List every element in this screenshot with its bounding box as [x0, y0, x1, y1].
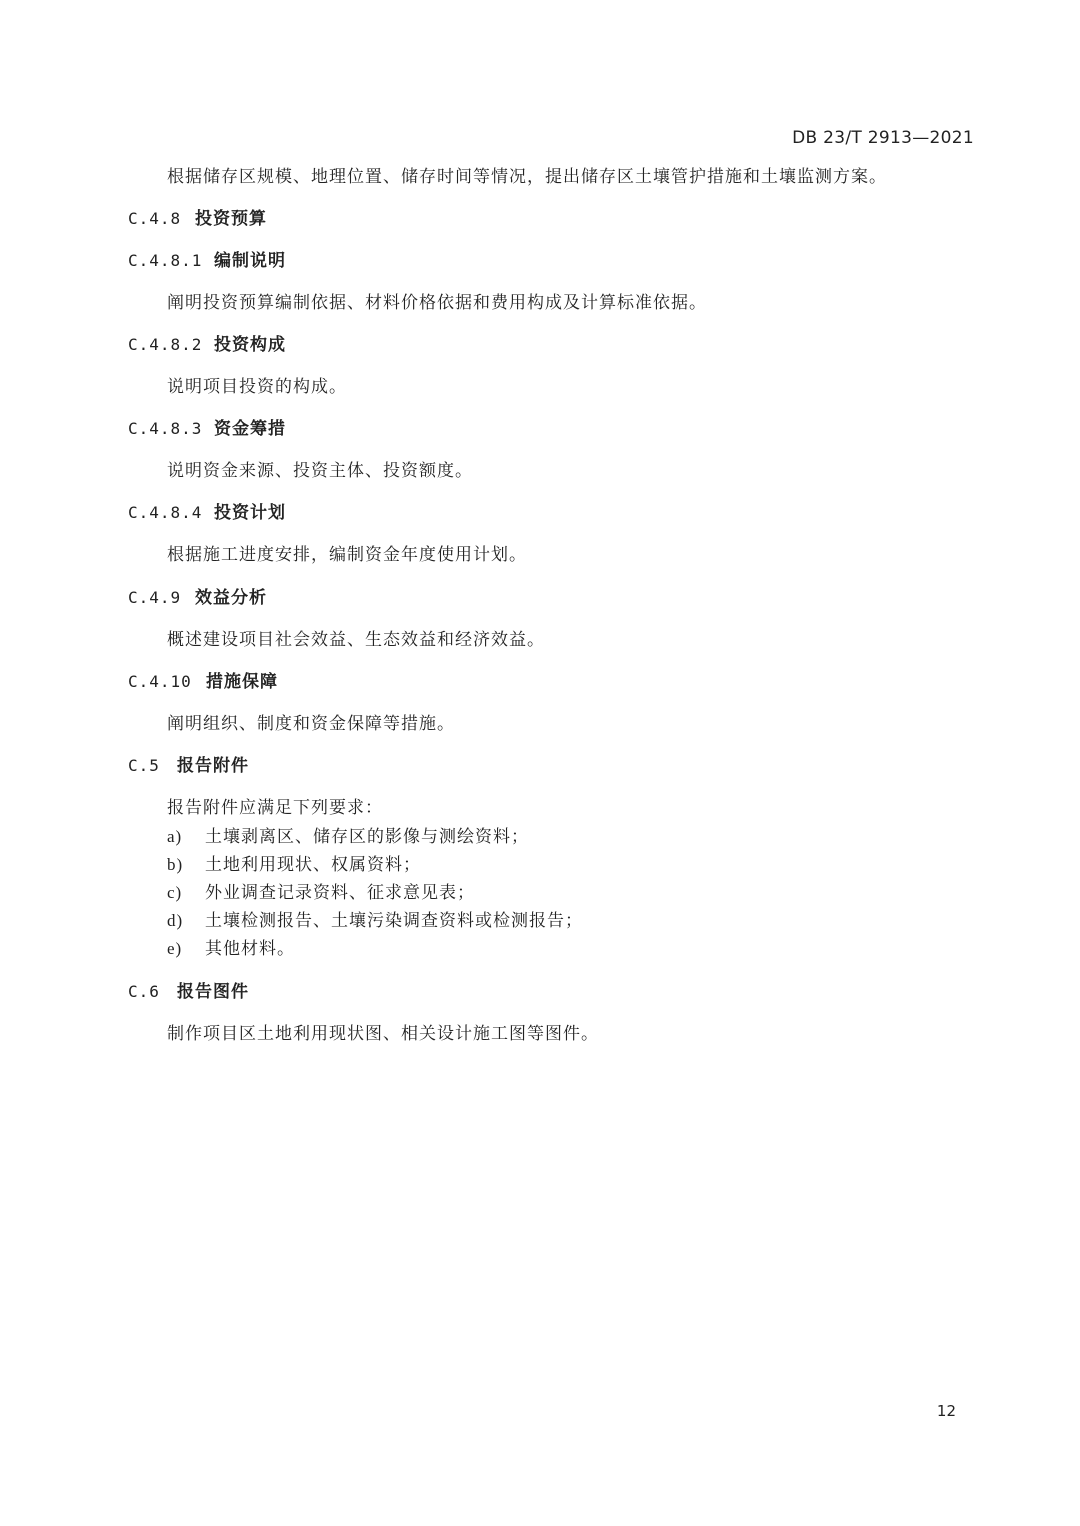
section-title: 报告图件: [177, 982, 249, 1002]
paragraph-c-4-8-1: 阐明投资预算编制依据、材料价格依据和费用构成及计算标准依据。: [167, 293, 707, 313]
heading-c-4-10: [128, 667, 278, 692]
heading-c-4-8-3: [128, 414, 286, 439]
paragraph-c-4-8-3: 说明资金来源、投资主体、投资额度。: [167, 461, 473, 481]
list-text: 土壤剥离区、储存区的影像与测绘资料；: [205, 827, 529, 847]
paragraph-c-6: 制作项目区土地利用现状图、相关设计施工图等图件。: [167, 1024, 599, 1044]
section-number: C.4.10: [128, 672, 192, 691]
section-number: C.6: [128, 982, 160, 1001]
list-text: 土地利用现状、权属资料；: [205, 855, 421, 875]
list-marker: d): [167, 911, 184, 930]
paragraph-c-4-8-2: 说明项目投资的构成。: [167, 377, 347, 397]
list-item: [167, 906, 583, 931]
list-marker: b): [167, 855, 184, 874]
section-title: 投资计划: [214, 503, 286, 523]
list-marker: c): [167, 883, 183, 902]
heading-c-4-8-2: [128, 330, 286, 355]
list-text: 土壤检测报告、土壤污染调查资料或检测报告；: [205, 911, 583, 931]
list-text: 其他材料。: [205, 939, 295, 959]
section-title: 效益分析: [195, 588, 267, 608]
section-number: C.4.8.4: [128, 503, 203, 522]
heading-c-4-8-4: [128, 498, 286, 523]
section-number: C.4.8.1: [128, 251, 203, 270]
document-id: DB 23/T 2913—2021: [792, 128, 974, 148]
heading-c-6: [128, 977, 249, 1002]
paragraph-c-5: 报告附件应满足下列要求：: [167, 798, 383, 818]
section-number: C.5: [128, 756, 160, 775]
section-title: 投资预算: [195, 209, 267, 229]
section-number: C.4.8.2: [128, 335, 203, 354]
paragraph-c-4-9: 概述建设项目社会效益、生态效益和经济效益。: [167, 630, 545, 650]
list-item: [167, 934, 295, 959]
list-item: [167, 822, 529, 847]
list-marker: e): [167, 939, 183, 958]
paragraph-storage-measures: 根据储存区规模、地理位置、储存时间等情况，提出储存区土壤管护措施和土壤监测方案。: [167, 167, 887, 187]
page-number: 12: [936, 1402, 956, 1420]
section-title: 编制说明: [214, 251, 286, 271]
section-title: 报告附件: [177, 756, 249, 776]
heading-c-4-8: [128, 204, 267, 229]
list-text: 外业调查记录资料、征求意见表；: [205, 883, 475, 903]
section-title: 措施保障: [206, 672, 278, 692]
section-number: C.4.8: [128, 209, 182, 228]
section-number: C.4.9: [128, 588, 182, 607]
section-title: 投资构成: [214, 335, 286, 355]
heading-c-5: [128, 751, 249, 776]
paragraph-c-4-8-4: 根据施工进度安排，编制资金年度使用计划。: [167, 545, 527, 565]
paragraph-c-4-10: 阐明组织、制度和资金保障等措施。: [167, 714, 455, 734]
heading-c-4-8-1: [128, 246, 286, 271]
heading-c-4-9: [128, 583, 267, 608]
list-item: [167, 878, 475, 903]
list-marker: a): [167, 827, 183, 846]
list-item: [167, 850, 421, 875]
section-title: 资金筹措: [214, 419, 286, 439]
section-number: C.4.8.3: [128, 419, 203, 438]
